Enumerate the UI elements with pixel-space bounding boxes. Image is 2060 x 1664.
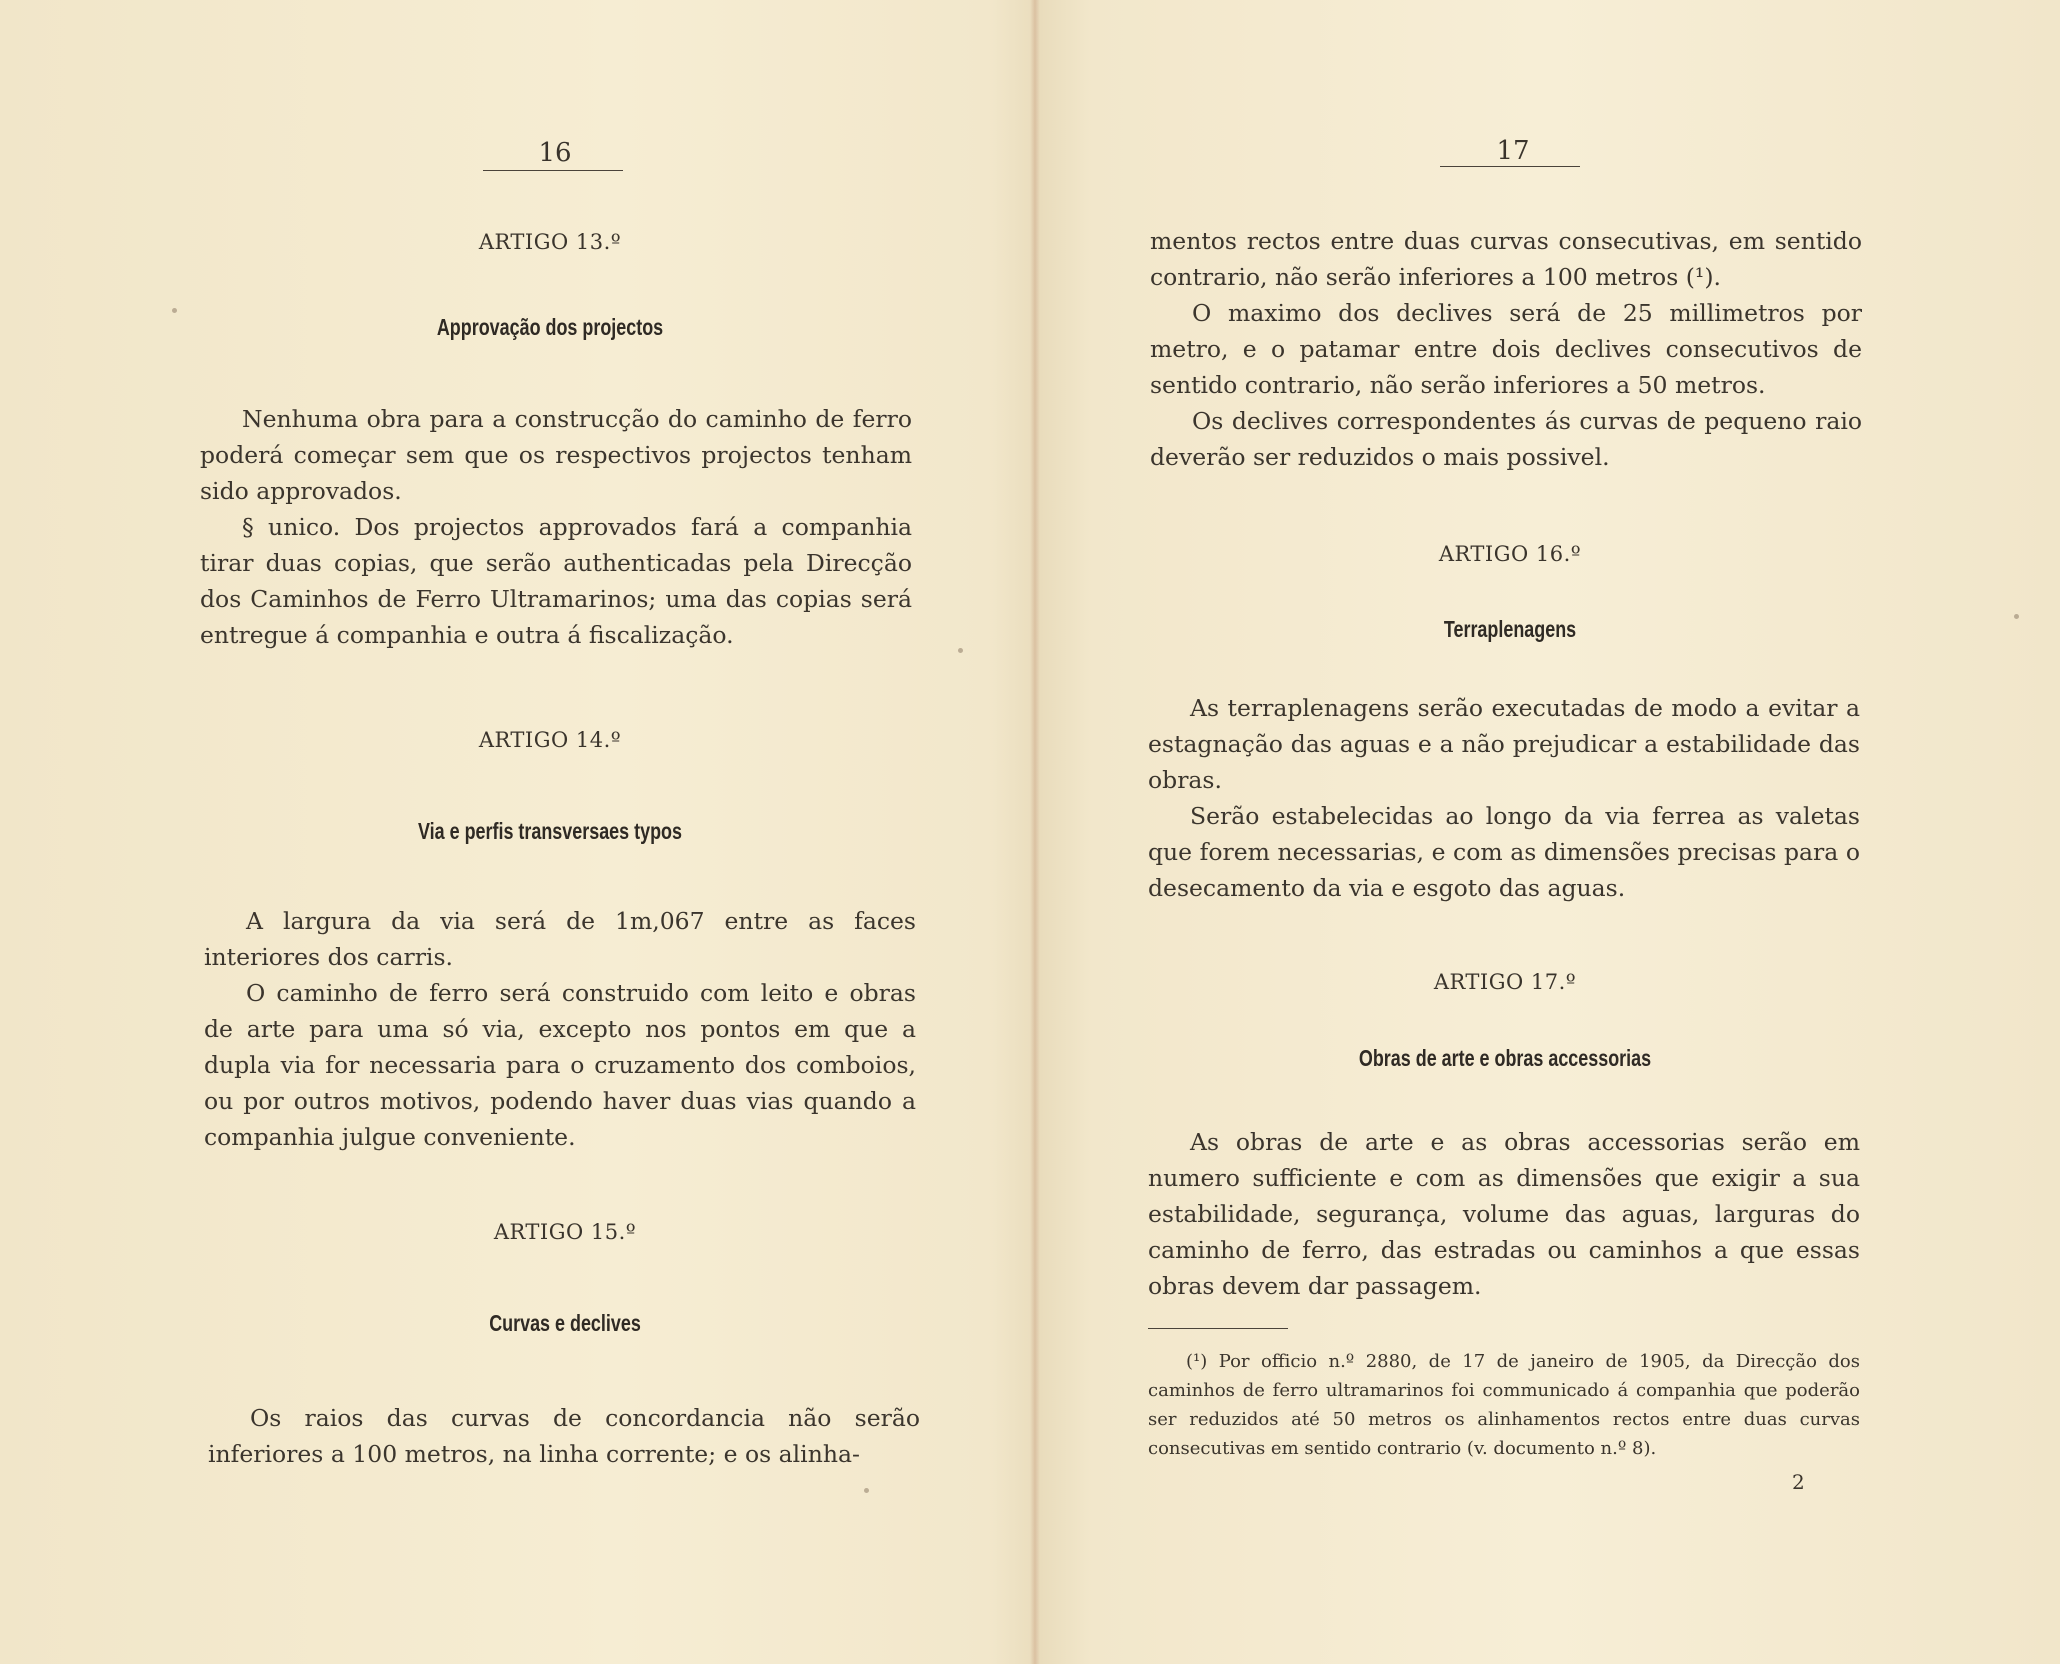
article-title: Via e perfis transversaes typos	[418, 818, 682, 844]
continuation-paragraph: mentos rectos entre duas curvas consecutivas, em sentido contrario, não serão inferiores a 100 metros (¹).	[1150, 227, 1862, 291]
paper-speck	[172, 308, 177, 313]
article-paragraph: § unico. Dos projectos approvados fará a companhia tirar duas copias, que serão authenticadas pela Direcção dos Caminhos de Ferro Ultramarinos; uma das copias será entregue á companhia e outra á fiscalização.	[200, 513, 912, 649]
article-title: Approvação dos projectos	[436, 314, 664, 340]
article-label: ARTIGO 15.º	[493, 1220, 637, 1244]
article-paragraph: Os raios das curvas de concordancia não serão inferiores a 100 metros, na linha corrente; e os alinha-	[208, 1404, 920, 1468]
paper-speck	[864, 1488, 869, 1493]
footnote: (¹) Por officio n.º 2880, de 17 de janeiro de 1905, da Direcção dos caminhos de ferro ultramarinos foi communicado á companhia que poderão ser reduzidos até 50 metros os alinhamentos rectos entre duas curvas consecutivas em sentido contrario (v. documento n.º 8).	[1148, 1351, 1860, 1459]
article-label: ARTIGO 14.º	[478, 728, 622, 752]
article-paragraph: As terraplenagens serão executadas de modo a evitar a estagnação das aguas e a não prejudicar a estabilidade das obras.	[1148, 694, 1860, 794]
page-number-rule	[483, 170, 623, 171]
footnote-rule	[1148, 1328, 1288, 1329]
article-label: ARTIGO 16.º	[1438, 542, 1582, 566]
article-label: ARTIGO 13.º	[478, 230, 622, 254]
article-paragraph: As obras de arte e as obras accessorias serão em numero sufficiente e com as dimensões que exigir a sua estabilidade, segurança, volume das aguas, larguras do caminho de ferro, das estradas ou caminhos a que essas obras devem dar passagem.	[1148, 1128, 1860, 1300]
article-label: ARTIGO 17.º	[1433, 970, 1577, 994]
article-title: Curvas e declives	[489, 1310, 641, 1336]
article-paragraph: O caminho de ferro será construido com leito e obras de arte para uma só via, excepto nos pontos em que a dupla via for necessaria para o cruzamento dos comboios, ou por outros motivos, podendo haver duas vias quando a companhia julgue conveniente.	[204, 979, 916, 1151]
continuation-paragraph: O maximo dos declives será de 25 millimetros por metro, e o patamar entre dois declives consecutivos de sentido contrario, não serão inferiores a 50 metros.	[1150, 299, 1862, 399]
paper-speck	[958, 648, 963, 653]
article-paragraph: Nenhuma obra para a construcção do caminho de ferro poderá começar sem que os respectivos projectos tenham sido approvados.	[200, 405, 912, 505]
page-number: 16	[538, 138, 572, 168]
paper-speck	[2014, 614, 2019, 619]
page-number: 17	[1496, 136, 1530, 166]
continuation-paragraph: Os declives correspondentes ás curvas de pequeno raio deverão ser reduzidos o mais possivel.	[1150, 407, 1862, 471]
right-page	[1040, 0, 2060, 1664]
book-gutter	[1030, 0, 1040, 1664]
article-title: Obras de arte e obras accessorias	[1358, 1045, 1652, 1071]
article-title: Terraplenagens	[1443, 616, 1577, 642]
article-paragraph: A largura da via será de 1m,067 entre as faces interiores dos carris.	[204, 907, 916, 971]
article-paragraph: Serão estabelecidas ao longo da via ferrea as valetas que forem necessarias, e com as dimensões precisas para o desecamento da via e esgoto das aguas.	[1148, 802, 1860, 902]
page-number-rule	[1440, 166, 1580, 167]
signature-mark: 2	[1792, 1470, 1805, 1494]
